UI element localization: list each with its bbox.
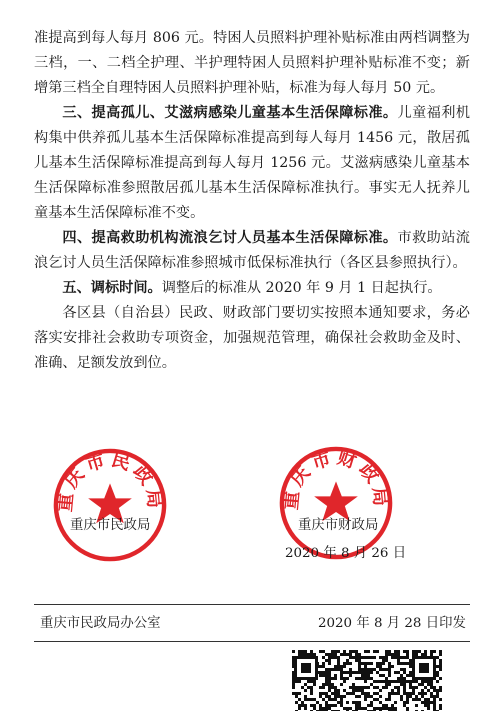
paragraph-requirements: 各区县（自治县）民政、财政部门要切实按照本通知要求，务必落实安排社会救助专项资金，加强规范管理，确保社会救助金及时、准确、足额发放到位。 [34, 305, 470, 371]
footer-rule-bottom [34, 641, 470, 642]
civil-affairs-seal [51, 446, 169, 564]
paragraph-1: 准提高到每人每月 806 元。特困人员照料护理补贴标准由两档调整为三档，一、二档全护理、半护理特困人员照料护理补贴标准不变；新增第三档全自理特困人员照料护理补贴，标准为每人每月 50 元。 [34, 30, 470, 96]
signature-civil-affairs: 重庆市民政局 [70, 518, 151, 533]
section-heading-4: 四、提高救助机构流浪乞讨人员基本生活保障标准。 [62, 230, 398, 246]
svg-text:重庆市财政局: 重庆市财政局 [280, 447, 392, 511]
paragraph-orphan-standard: 三、提高孤儿、艾滋病感染儿童基本生活保障标准。儿童福利机构集中供养孤儿基本生活保障标准提高到每人每月 1456 元，散居孤儿基本生活保障标准提高到每人每月 1256 元。艾滋病感染儿童基本生活保障标准参照散居孤儿基本生活保障标准执行。事实无人抚养儿童基本生活保障标准不变。 [34, 105, 470, 221]
footer-print-date: 2020 年 8 月 28 日印发 [318, 616, 466, 631]
paragraph-rescue-standard: 四、提高救助机构流浪乞讨人员基本生活保障标准。市救助站流浪乞讨人员生活保障标准参照城市低保标准执行（各区县参照执行）。 [34, 230, 470, 271]
footer-issuer: 重庆市民政局办公室 [40, 616, 161, 631]
signature-date: 2020 年 8 月 26 日 [285, 546, 407, 561]
signature-finance: 重庆市财政局 [298, 518, 379, 533]
section-heading-5: 五、调标时间。 [62, 280, 162, 296]
document-body [34, 26, 470, 376]
section-heading-3: 三、提高孤儿、艾滋病感染儿童基本生活保障标准。 [62, 105, 398, 121]
footer-rule-top [34, 604, 470, 605]
svg-text:重庆市民政局: 重庆市民政局 [54, 449, 166, 513]
document-qr-code [292, 650, 442, 711]
paragraph-effective-date: 五、调标时间。调整后的标准从 2020 年 9 月 1 日起执行。 [62, 280, 442, 296]
